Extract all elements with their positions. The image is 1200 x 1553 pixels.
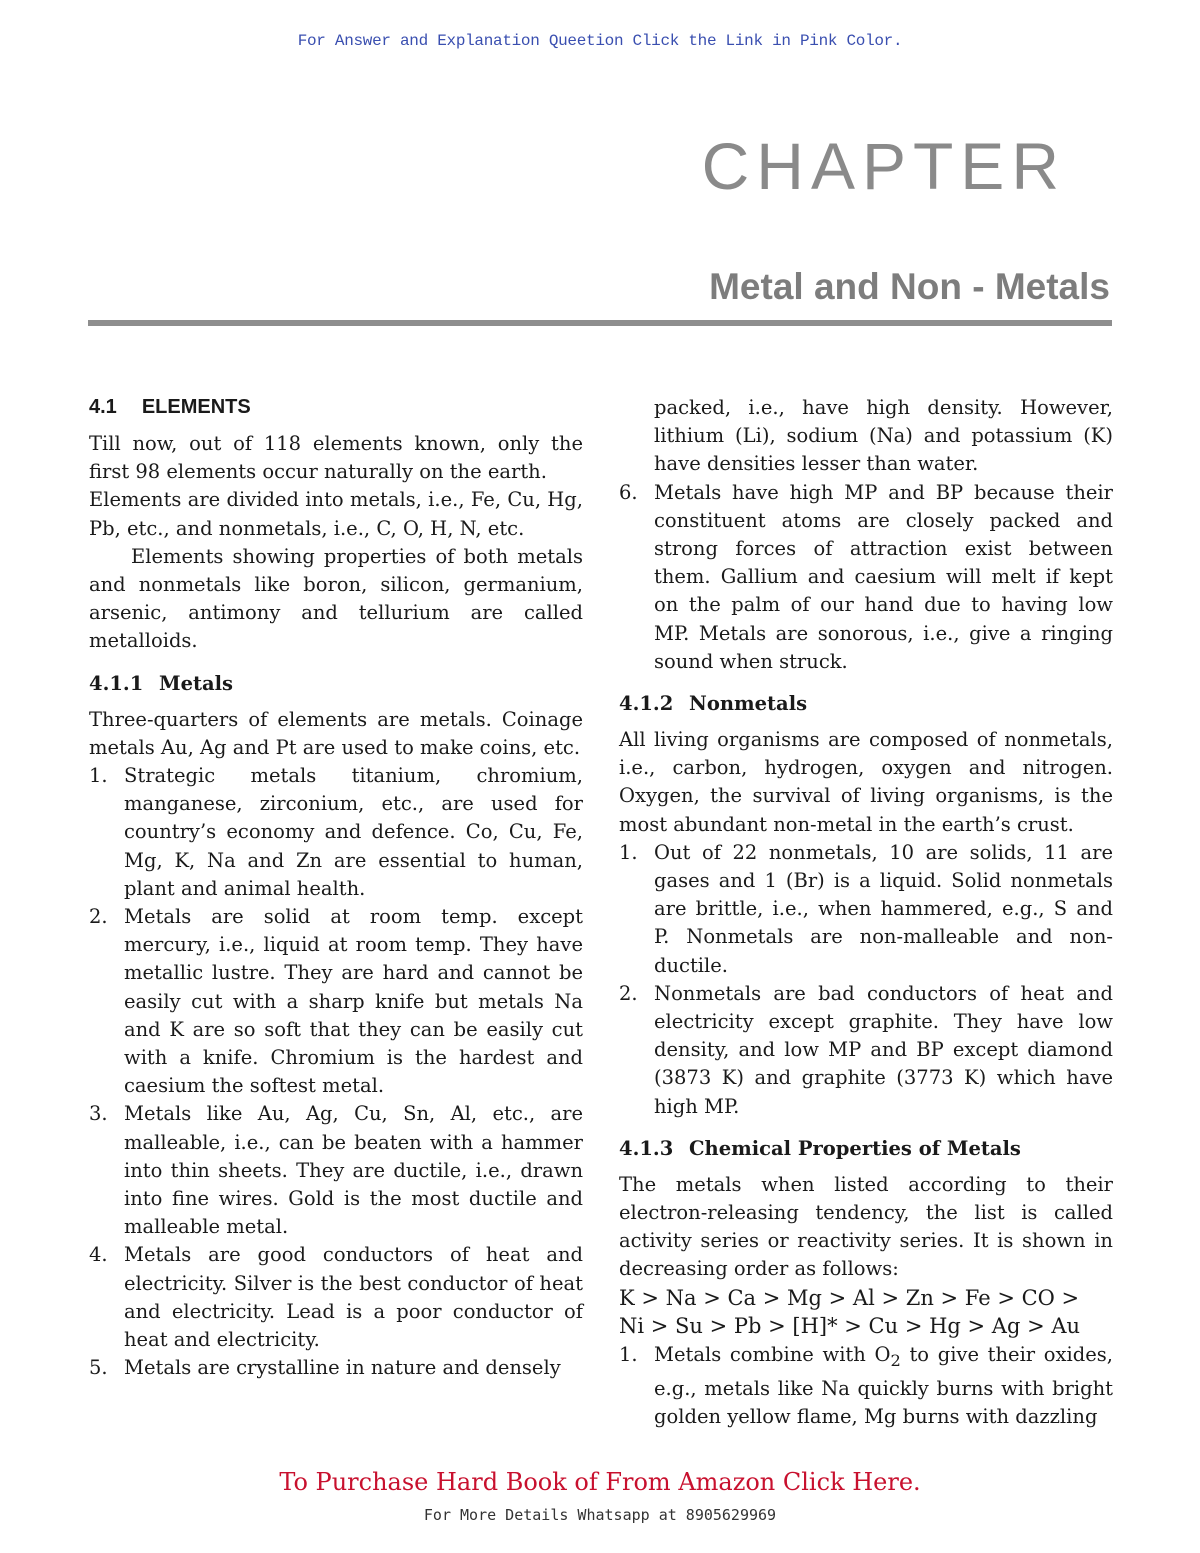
intro-paragraph-3: Elements showing properties of both metals and nonmetals like boron, silicon, germanium, arsenic, antimony and tellurium are called metalloids.	[89, 544, 583, 653]
metals-intro: Three-quarters of elements are metals. Coinage metals Au, Ag and Pt are used to make coins, etc.	[89, 707, 583, 759]
list-text: Nonmetals are bad conductors of heat and electricity except graphite. They have low density, and low MP and BP except diamond (3873 K) and graphite (3773 K) which have high MP.	[654, 981, 1113, 1118]
section-heading	[89, 394, 583, 420]
subsection-number: 4.1.2	[619, 692, 674, 716]
list-number: 2.	[89, 905, 108, 929]
chapter-heading: CHAPTER	[701, 129, 1066, 203]
list-text: Out of 22 nonmetals, 10 are solids, 11 are gases and 1 (Br) is a liquid. Solid nonmetals are brittle, i.e., when hammered, e.g., S and P. Nonmetals are non-malleable and non-ductile.	[654, 840, 1113, 977]
nonmetals-intro: All living organisms are composed of nonmetals, i.e., carbon, hydrogen, oxygen and nitrogen. Oxygen, the survival of living organisms, is the most abundant non-metal in the earth’s crust.	[619, 728, 1113, 836]
subsection-heading-nonmetals	[619, 690, 1113, 718]
list-number: 6.	[619, 480, 638, 504]
list-text: Metals combine with O	[654, 1342, 891, 1366]
subscript: 2	[890, 1350, 901, 1370]
chemical-intro: The metals when listed according to their electron-releasing tendency, the list is called activity series or reactivity series. It is shown in decreasing order as follows:	[619, 1172, 1113, 1281]
section-number: 4.1	[89, 396, 117, 418]
list-item	[619, 1341, 1113, 1432]
nonmetals-list	[619, 839, 1113, 1121]
answer-link[interactable]: For Answer and Explanation Queetion Click the Link in Pink Color.	[297, 32, 903, 50]
right-column	[619, 394, 1113, 1431]
list-item	[619, 839, 1113, 980]
list-number: 3.	[89, 1102, 108, 1126]
list-number: 1.	[619, 1342, 638, 1366]
list-item	[89, 1100, 583, 1241]
list-text: packed, i.e., have high density. However, lithium (Li), sodium (Na) and potassium (K) have densities lesser than water.	[654, 396, 1113, 476]
list-item	[89, 903, 583, 1100]
metals-list-continued	[619, 394, 1113, 676]
chemical-list	[619, 1341, 1113, 1432]
activity-series-line-1: K > Na > Ca > Mg > Al > Zn > Fe > CO >	[619, 1285, 1080, 1310]
list-item	[619, 980, 1113, 1121]
list-text: Strategic metals titanium, chromium, manganese, zirconium, etc., are used for country’s economy and defence. Co, Cu, Fe, Mg, K, Na and Zn are essential to human, plant and animal health.	[124, 764, 583, 900]
list-number: 1.	[619, 840, 638, 864]
list-number: 2.	[619, 981, 638, 1005]
subsection-heading-metals	[89, 670, 583, 698]
subsection-title: Nonmetals	[689, 692, 808, 716]
list-text: Metals have high MP and BP because their constituent atoms are closely packed and strong forces of attraction exist between them. Gallium and caesium will melt if kept on the palm of our hand due to having low MP. Metals are sonorous, i.e., give a ringing sound when struck.	[654, 480, 1113, 673]
metals-list	[89, 762, 583, 1382]
list-item	[619, 479, 1113, 676]
list-text: Metals are solid at room temp. except mercury, i.e., liquid at room temp. They have metallic lustre. They are hard and cannot be easily cut with a sharp knife but metals Na and K are so soft that they can be easily cut with a knife. Chromium is the hardest and caesium the softest metal.	[124, 905, 583, 1098]
purchase-link[interactable]: To Purchase Hard Book of From Amazon Click Here.	[279, 1468, 921, 1496]
list-number: 4.	[89, 1243, 108, 1267]
list-number: 1.	[89, 764, 108, 788]
intro-paragraph-1: Till now, out of 118 elements known, only the first 98 elements occur naturally on the earth.	[89, 432, 583, 484]
list-item	[89, 762, 583, 903]
intro-paragraph-2: Elements are divided into metals, i.e., Fe, Cu, Hg, Pb, etc., and nonmetals, i.e., C, O, H, N, etc.	[89, 488, 583, 540]
subsection-title: Chemical Properties of Metals	[689, 1136, 1021, 1160]
chapter-title: Metal and Non - Metals	[709, 266, 1110, 307]
subsection-heading-chemical	[619, 1135, 1113, 1163]
subsection-number: 4.1.1	[89, 671, 144, 695]
subsection-title: Metals	[159, 671, 234, 695]
list-text: Metals are good conductors of heat and electricity. Silver is the best conductor of heat and electricity. Lead is a poor conductor of heat and electricity.	[124, 1243, 583, 1352]
title-rule	[88, 320, 1112, 326]
list-item-continued	[619, 394, 1113, 479]
subsection-number: 4.1.3	[619, 1136, 674, 1160]
list-item	[89, 1241, 583, 1354]
section-title: ELEMENTS	[141, 396, 251, 418]
list-item	[89, 1354, 583, 1382]
list-text: to give their oxides, e.g., metals like Na quickly burns with bright golden yellow flame, Mg burns with dazzling	[654, 1342, 1113, 1428]
activity-series-line-2: Ni > Su > Pb > [H]* > Cu > Hg > Ag > Au	[619, 1314, 1081, 1339]
whatsapp-contact: For More Details Whatsapp at 8905629969	[423, 1506, 777, 1524]
left-column	[89, 394, 583, 1383]
list-number: 5.	[89, 1356, 108, 1380]
list-text: Metals are crystalline in nature and densely	[124, 1356, 561, 1380]
list-text: Metals like Au, Ag, Cu, Sn, Al, etc., are malleable, i.e., can be beaten with a hammer into thin sheets. They are ductile, i.e., drawn into fine wires. Gold is the most ductile and malleable metal.	[124, 1102, 583, 1239]
